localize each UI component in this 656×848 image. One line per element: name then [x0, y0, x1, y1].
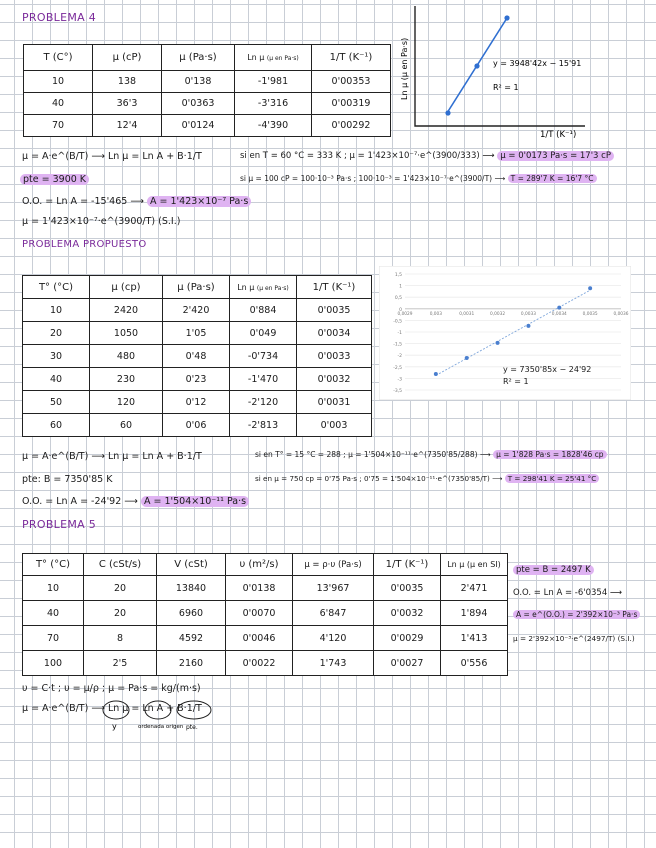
- table-cell: 0'00353: [312, 71, 391, 93]
- p5-final: μ = 2'392×10⁻³·e^(2497/T) (S.I.): [513, 634, 635, 643]
- data-point: [526, 324, 530, 328]
- table-cell: 0'0029: [374, 626, 441, 651]
- table-header: Ln μ (μ en SI): [441, 554, 508, 576]
- p4-calc2: [240, 174, 597, 183]
- table-cell: 4'120: [293, 626, 374, 651]
- y-tick-label: -0,5: [393, 319, 402, 325]
- p4-a-result: A = 1'423×10⁻⁷ Pa·s: [147, 196, 251, 207]
- table-header: T (C°): [24, 45, 93, 71]
- p5-a-result: A = e^(O.O.) = 2'392×10⁻³ Pa·s: [513, 610, 640, 619]
- y-tick-label: -1: [397, 331, 402, 336]
- table-cell: 0'0022: [226, 651, 293, 676]
- table-header: μ (Pa·s): [162, 45, 235, 71]
- y-tick-label: -3,5: [393, 389, 402, 394]
- table-cell: 20: [23, 322, 90, 345]
- table-cell: 2'420: [163, 299, 230, 322]
- p4-pte: pte = 3900 K: [20, 174, 89, 185]
- table-cell: 0'049: [230, 322, 297, 345]
- table-cell: 13'967: [293, 576, 374, 601]
- y-tick-label: -1,5: [393, 342, 402, 348]
- x-tick-label: 0,0036: [613, 311, 629, 317]
- table-cell: -4'390: [235, 115, 312, 137]
- table-cell: 30: [23, 345, 90, 368]
- p5-units: υ = C·t ; υ = μ/ρ ; μ = Pa·s = kg/(m·s): [22, 683, 201, 694]
- data-point: [445, 110, 450, 115]
- table-cell: 13840: [157, 576, 226, 601]
- pp-oo: [22, 496, 249, 507]
- x-tick-label: 0,0034: [551, 311, 567, 317]
- table-cell: 0'0034: [297, 322, 372, 345]
- table-row: [23, 345, 372, 368]
- table-header: μ (Pa·s): [163, 276, 230, 299]
- table-cell: 10: [23, 299, 90, 322]
- table-header: μ = ρ·υ (Pa·s): [293, 554, 374, 576]
- table-row: [23, 576, 508, 601]
- table-header: C (cSt/s): [84, 554, 157, 576]
- table-cell: 1'413: [441, 626, 508, 651]
- table-row: [23, 368, 372, 391]
- table-cell: 138: [93, 71, 162, 93]
- table-cell: 1'05: [163, 322, 230, 345]
- table-row: [23, 651, 508, 676]
- x-tick-label: 0,0032: [490, 311, 506, 317]
- table-cell: 36'3: [93, 93, 162, 115]
- table-header: 1/T (K⁻¹): [374, 554, 441, 576]
- table-row: [23, 626, 508, 651]
- table-cell: 0'0070: [226, 601, 293, 626]
- table-header: υ (m²/s): [226, 554, 293, 576]
- p4-final: μ = 1'423×10⁻⁷·e^(3900/T) (S.I.): [22, 216, 181, 227]
- chart-y-label: Ln μ (μ en Pa·s): [400, 37, 409, 100]
- y-tick-label: -2,5: [393, 365, 402, 371]
- x-tick-label: 0,003: [429, 311, 443, 317]
- table-cell: 0'0031: [297, 391, 372, 414]
- table-cell: -1'470: [230, 368, 297, 391]
- table-row: [23, 391, 372, 414]
- circle-b-1t: [177, 701, 211, 719]
- table-header: T° (°C): [23, 554, 84, 576]
- table-cell: -1'981: [235, 71, 312, 93]
- table-cell: 70: [24, 115, 93, 137]
- table-row: [23, 322, 372, 345]
- table-header: μ (cP): [93, 45, 162, 71]
- p4-calc1-text: si en T = 60 °C = 333 K ; μ = 1'423×10⁻⁷·e^(3900/333) ⟶: [240, 151, 495, 161]
- pp-calc2-text: si en μ = 750 cp = 0'75 Pa·s ; 0'75 = 1'504×10⁻¹¹·e^(7350'85/T) ⟶: [255, 474, 503, 483]
- chart-r2: R² = 1: [493, 83, 519, 92]
- table-cell: 1'743: [293, 651, 374, 676]
- table-cell: 0'0032: [374, 601, 441, 626]
- table-cell: 2'471: [441, 576, 508, 601]
- table-header: V (cSt): [157, 554, 226, 576]
- table-cell: -3'316: [235, 93, 312, 115]
- proposed-problem-title: PROBLEMA PROPUESTO: [22, 239, 147, 250]
- pp-oo-text: O.O. = Ln A = -24'92 ⟶: [22, 496, 138, 507]
- problem-5-table: [22, 553, 508, 676]
- table-cell: 2160: [157, 651, 226, 676]
- table-cell: 4592: [157, 626, 226, 651]
- table-cell: 0'00292: [312, 115, 391, 137]
- table-cell: 20: [84, 601, 157, 626]
- table-cell: -2'813: [230, 414, 297, 437]
- table-cell: 60: [90, 414, 163, 437]
- table-cell: 2420: [90, 299, 163, 322]
- x-tick-label: 0,0033: [520, 311, 536, 317]
- data-point: [496, 341, 500, 345]
- problem-5-title: PROBLEMA 5: [22, 518, 97, 531]
- problem-4-sketch-chart: [395, 0, 610, 145]
- table-row: [24, 93, 391, 115]
- y-tick-label: 1,5: [394, 273, 402, 278]
- table-cell: 0'556: [441, 651, 508, 676]
- table-cell: 0'0033: [297, 345, 372, 368]
- pp-model: μ = A·e^(B/T) ⟶ Ln μ = Ln A + B·1/T: [22, 451, 202, 462]
- data-point: [557, 306, 561, 310]
- table-cell: 0'23: [163, 368, 230, 391]
- proposed-table: [22, 275, 372, 437]
- y-tick-label: -2: [397, 354, 402, 360]
- table-row: [23, 299, 372, 322]
- table-row: [23, 414, 372, 437]
- p5-model: μ = A·e^(B/T) ⟶ Ln μ = Ln A + B·1/T: [22, 703, 202, 714]
- data-point: [474, 63, 479, 68]
- table-header: μ (cp): [90, 276, 163, 299]
- p5-oo: O.O. = Ln A = -6'0354 ⟶: [513, 588, 623, 598]
- table-cell: 100: [23, 651, 84, 676]
- p4-model: μ = A·e^(B/T) ⟶ Ln μ = Ln A + B·1/T: [22, 151, 202, 162]
- table-cell: 2'5: [84, 651, 157, 676]
- data-point: [504, 15, 509, 20]
- table-cell: 0'0035: [297, 299, 372, 322]
- table-header: 1/T (K⁻¹): [297, 276, 372, 299]
- table-cell: 0'884: [230, 299, 297, 322]
- table-cell: 0'0124: [162, 115, 235, 137]
- table-cell: 0'138: [162, 71, 235, 93]
- pp-calc2-result: T = 298'41 K = 25'41 °C: [505, 474, 600, 483]
- chart-x-label: 1/T (K⁻¹): [540, 130, 577, 140]
- table-cell: 0'0027: [374, 651, 441, 676]
- label-ordenada: ordenada origen: [138, 724, 184, 730]
- circle-ln-mu: [103, 701, 129, 719]
- table-cell: 1050: [90, 322, 163, 345]
- y-tick-label: 0: [399, 307, 402, 313]
- table-cell: 40: [23, 368, 90, 391]
- chart-r2: R² = 1: [503, 377, 529, 386]
- table-row: [24, 115, 391, 137]
- table-cell: 0'12: [163, 391, 230, 414]
- y-tick-label: 1: [399, 284, 402, 290]
- data-point: [465, 356, 469, 360]
- p4-oo-text: O.O. = Ln A = -15'465 ⟶: [22, 196, 144, 207]
- y-tick-label: -3: [397, 377, 402, 383]
- table-cell: 480: [90, 345, 163, 368]
- table-cell: 0'003: [297, 414, 372, 437]
- table-cell: 1'894: [441, 601, 508, 626]
- p5-pte: pte = B = 2497 K: [513, 565, 594, 575]
- table-cell: 0'0138: [226, 576, 293, 601]
- table-cell: 6960: [157, 601, 226, 626]
- table-cell: 0'00319: [312, 93, 391, 115]
- table-cell: 230: [90, 368, 163, 391]
- y-tick-label: 0,5: [394, 296, 402, 302]
- table-header: Ln μ (μ en Pa·s): [235, 45, 312, 71]
- table-cell: 0'0046: [226, 626, 293, 651]
- table-cell: 20: [84, 576, 157, 601]
- table-cell: -2'120: [230, 391, 297, 414]
- table-header: Ln μ (μ en Pa·s): [230, 276, 297, 299]
- p4-calc2-text: si μ = 100 cP = 100·10⁻³ Pa·s ; 100·10⁻³ = 1'423×10⁻⁷·e^(3900/T) ⟶: [240, 174, 506, 183]
- problem-4-title: PROBLEMA 4: [22, 11, 97, 24]
- table-row: [23, 601, 508, 626]
- chart-equation: y = 3948'42x − 15'91: [493, 59, 582, 68]
- p4-calc2-result: T = 289'7 K = 16'7 °C: [508, 174, 597, 183]
- table-cell: 12'4: [93, 115, 162, 137]
- p4-calc1-result: μ = 0'0173 Pa·s = 17'3 cP: [497, 151, 614, 161]
- chart-equation: y = 7350'85x − 24'92: [503, 365, 592, 374]
- x-tick-label: 0,0035: [582, 311, 598, 317]
- table-cell: 10: [23, 576, 84, 601]
- x-tick-label: 0,0029: [397, 311, 413, 317]
- table-cell: 120: [90, 391, 163, 414]
- table-cell: 0'48: [163, 345, 230, 368]
- pp-calc1-text: si en T° = 15 °C = 288 ; μ = 1'504×10⁻¹¹·e^(7350'85/288) ⟶: [255, 450, 491, 459]
- pp-calc2: [255, 474, 599, 483]
- table-cell: 40: [24, 93, 93, 115]
- problem-4-table: [23, 44, 391, 137]
- p4-oo: [22, 196, 251, 207]
- data-point: [588, 286, 592, 290]
- table-cell: 10: [24, 71, 93, 93]
- p4-calc1: [240, 151, 614, 161]
- pp-a-result: A = 1'504×10⁻¹¹ Pa·s: [141, 496, 249, 507]
- table-cell: 6'847: [293, 601, 374, 626]
- table-cell: 0'0035: [374, 576, 441, 601]
- data-point: [434, 372, 438, 376]
- table-row: [24, 71, 391, 93]
- table-cell: 40: [23, 601, 84, 626]
- table-cell: -0'734: [230, 345, 297, 368]
- label-y: y: [112, 722, 117, 731]
- table-cell: 0'06: [163, 414, 230, 437]
- table-cell: 70: [23, 626, 84, 651]
- pp-calc1-result: μ = 1'828 Pa·s = 1828'46 cp: [493, 450, 606, 459]
- table-cell: 50: [23, 391, 90, 414]
- table-header: T° (°C): [23, 276, 90, 299]
- pp-pte: pte: B = 7350'85 K: [22, 474, 113, 485]
- table-cell: 0'0032: [297, 368, 372, 391]
- p5-model-annotations: [80, 696, 230, 738]
- circle-ln-a: [145, 701, 171, 719]
- x-tick-label: 0,0031: [459, 311, 475, 317]
- table-cell: 0'0363: [162, 93, 235, 115]
- table-cell: 8: [84, 626, 157, 651]
- label-pte: pte.: [186, 724, 198, 731]
- table-cell: 60: [23, 414, 90, 437]
- table-header: 1/T (K⁻¹): [312, 45, 391, 71]
- pp-calc1: [255, 450, 607, 459]
